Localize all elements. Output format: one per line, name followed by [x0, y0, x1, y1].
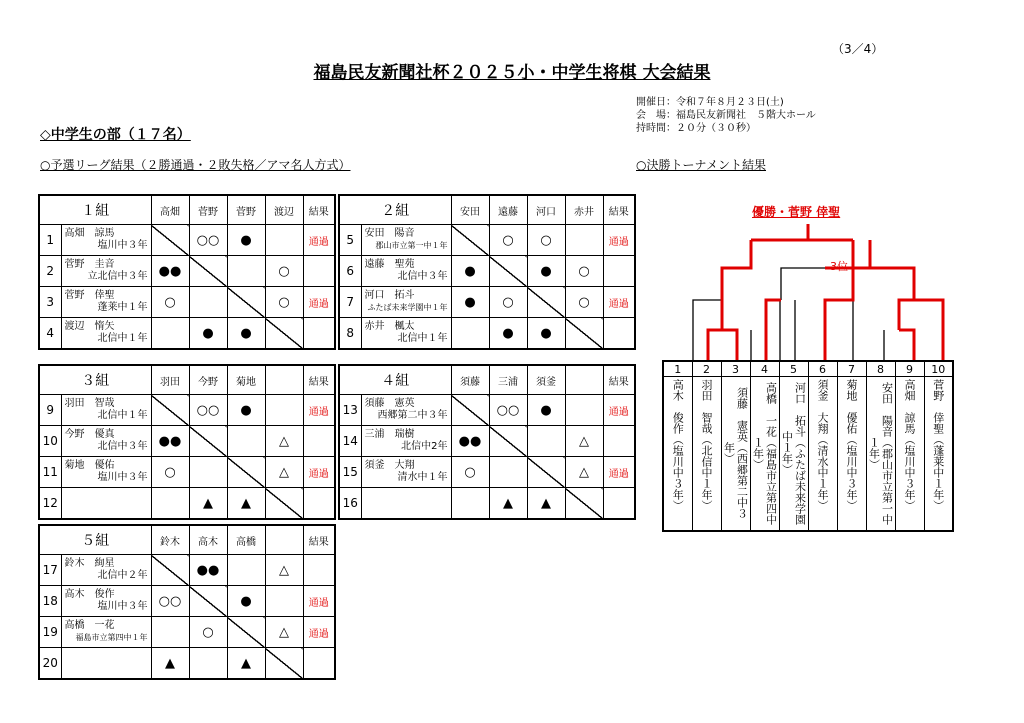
match-result: ○: [151, 457, 189, 488]
bracket-player-name: 高木 俊作（塩川中３年）: [671, 379, 685, 511]
advance-result: 通過: [303, 617, 335, 648]
match-result: ▲: [489, 488, 527, 520]
column-header: 須釜: [527, 365, 565, 395]
advance-result: 通過: [303, 395, 335, 426]
advance-result: 通過: [603, 395, 635, 426]
player-name: 渡辺 惰矢: [64, 321, 115, 332]
bracket-player: [808, 377, 837, 532]
group-name: ３組: [39, 365, 151, 395]
player-number: 15: [339, 457, 361, 488]
match-result: ○: [565, 287, 603, 318]
time-label: 持時間：: [636, 123, 676, 134]
group-name: ５組: [39, 525, 151, 555]
player-school: 北信中３年: [397, 271, 448, 282]
match-result: ○: [265, 287, 303, 318]
player-name: 須釜 大翔: [364, 460, 415, 471]
third-place-label: 3位: [830, 260, 848, 273]
column-header: 菊地: [227, 365, 265, 395]
column-header: 菅野: [227, 195, 265, 225]
player-number: 7: [339, 287, 361, 318]
player-name: 高木 俊作: [64, 589, 115, 600]
time-value: ２０分（３０秒）: [676, 123, 756, 134]
match-result: ●: [227, 395, 265, 426]
player-school: 北信中２年: [97, 570, 148, 581]
match-result: ●: [527, 256, 565, 287]
bracket-player-name: 羽田 智哉（北信中１年）: [700, 379, 713, 511]
advance-result: 通過: [303, 586, 335, 617]
match-result: ○: [189, 617, 227, 648]
match-result: ○○: [151, 586, 189, 617]
match-result: △: [265, 555, 303, 586]
bracket-slot-number: 9: [895, 361, 924, 377]
player-name: 菅野 圭音: [64, 259, 115, 270]
match-result: △: [565, 457, 603, 488]
player-name: 羽田 智哉: [64, 398, 115, 409]
column-header: 赤井: [565, 195, 603, 225]
player-number: 10: [39, 426, 61, 457]
prelim-heading: ○予選リーグ結果（２勝通過・２敗失格／アマ名人方式）: [40, 158, 351, 172]
player-name: 遠藤 聖苑: [364, 259, 415, 270]
column-header: 安田: [451, 195, 489, 225]
match-result: ○: [451, 457, 489, 488]
player-number: 19: [39, 617, 61, 648]
bracket-player: [924, 377, 953, 532]
player-name: 須藤 憲英: [364, 398, 415, 409]
player-number: 17: [39, 555, 61, 586]
advance-result: 通過: [603, 287, 635, 318]
match-result: △: [265, 426, 303, 457]
player-number: 20: [39, 648, 61, 680]
player-school: 郡山市立第一中１年: [375, 241, 448, 250]
result-header: 結果: [303, 365, 335, 395]
player-school: 塩川中３年: [97, 240, 148, 251]
group-name: ２組: [339, 195, 451, 225]
bracket-player-name: 安田 陽音（郡山市立第一中１年）: [867, 381, 894, 525]
column-header: 羽田: [151, 365, 189, 395]
player-name: 高橋 一花: [64, 620, 115, 631]
result-header: 結果: [603, 195, 635, 225]
player-school: 蓬莱中１年: [97, 302, 148, 313]
page-number: （3／4）: [832, 42, 884, 56]
player-school: 北信中３年: [97, 441, 148, 452]
bracket-slot-number: 1: [663, 361, 692, 377]
match-result: △: [265, 457, 303, 488]
match-result: ●: [227, 318, 265, 350]
group-name: ４組: [339, 365, 451, 395]
player-number: 13: [339, 395, 361, 426]
player-school: 福島市立第四中１年: [75, 633, 148, 642]
match-result: ○○: [489, 395, 527, 426]
bracket-slot-number: 2: [692, 361, 721, 377]
section-heading: ◇中学生の部（１７名）: [40, 127, 191, 143]
bracket-player: [779, 377, 808, 532]
match-result: ○: [489, 225, 527, 256]
match-result: ●●: [151, 426, 189, 457]
date-label: 開催日：: [636, 97, 676, 108]
player-number: 14: [339, 426, 361, 457]
column-header: 高橋: [227, 525, 265, 555]
bracket-player-name: 河口 拓斗（ふたば未来学園中１年）: [780, 381, 807, 525]
player-number: 9: [39, 395, 61, 426]
bracket-player-name: 菅野 倖聖（蓬莱中１年）: [931, 379, 945, 511]
group-name: １組: [39, 195, 151, 225]
bracket-player: [837, 377, 866, 532]
bracket-slot-number: 5: [779, 361, 808, 377]
bracket-player-name: 菊地 優佑（塩川中３年）: [845, 379, 858, 511]
column-header: 渡辺: [265, 195, 303, 225]
player-number: 8: [339, 318, 361, 350]
player-name: 菅野 倖聖: [64, 290, 115, 301]
match-result: ●●: [451, 426, 489, 457]
match-result: ●: [489, 318, 527, 350]
venue-value: 福島民友新聞社 ５階大ホール: [676, 110, 816, 121]
tournament-players: [662, 360, 954, 532]
match-result: ▲: [189, 488, 227, 520]
player-number: 1: [39, 225, 61, 256]
column-header: 須藤: [451, 365, 489, 395]
player-name: 安田 陽音: [364, 228, 415, 239]
bracket-slot-number: 6: [808, 361, 837, 377]
bracket-player-name: 須釜 大翔（清水中１年）: [816, 379, 829, 511]
match-result: ▲: [227, 648, 265, 680]
bracket-player-name: 高橋 一花（福島市立第四中１年）: [751, 381, 778, 525]
player-school: 塩川中３年: [97, 472, 148, 483]
player-school: 立北信中３年: [87, 271, 148, 282]
player-number: 4: [39, 318, 61, 350]
player-number: 6: [339, 256, 361, 287]
venue-label: 会 場：: [636, 110, 676, 121]
match-result: ▲: [527, 488, 565, 520]
match-result: ▲: [151, 648, 189, 680]
player-school: ふたば未来学園中１年: [367, 303, 448, 312]
advance-result: 通過: [603, 225, 635, 256]
player-name: 高畑 諒馬: [64, 228, 115, 239]
player-school: 清水中１年: [397, 472, 448, 483]
column-header: 高木: [189, 525, 227, 555]
match-result: ○: [527, 225, 565, 256]
advance-result: 通過: [603, 457, 635, 488]
player-number: 3: [39, 287, 61, 318]
advance-result: 通過: [303, 225, 335, 256]
match-result: ▲: [227, 488, 265, 520]
player-number: 2: [39, 256, 61, 287]
match-result: ●: [527, 318, 565, 350]
column-header: 菅野: [189, 195, 227, 225]
player-school: 西郷第二中３年: [377, 410, 448, 421]
player-number: 12: [39, 488, 61, 520]
match-result: ○: [151, 287, 189, 318]
player-name: 河口 拓斗: [364, 290, 415, 301]
advance-result: 通過: [303, 457, 335, 488]
match-result: ●: [189, 318, 227, 350]
match-result: ●: [227, 586, 265, 617]
match-result: ●●: [189, 555, 227, 586]
bracket-player: [750, 377, 779, 532]
match-result: ○: [489, 287, 527, 318]
column-header: 鈴木: [151, 525, 189, 555]
match-result: △: [265, 617, 303, 648]
player-number: 18: [39, 586, 61, 617]
result-header: 結果: [303, 195, 335, 225]
date-value: 令和７年８月２３日(土): [676, 97, 784, 108]
bracket-player: [663, 377, 692, 532]
bracket-player-name: 高畑 諒馬（塩川中３年）: [903, 379, 916, 511]
advance-result: 通過: [303, 287, 335, 318]
column-header: 河口: [527, 195, 565, 225]
column-header: 今野: [189, 365, 227, 395]
match-result: ●: [451, 287, 489, 318]
final-heading: ○決勝トーナメント結果: [636, 158, 766, 172]
bracket-slot-number: 7: [837, 361, 866, 377]
match-result: ●●: [151, 256, 189, 287]
match-result: ○○: [189, 395, 227, 426]
player-name: 赤井 楓太: [364, 321, 415, 332]
bracket-player: [895, 377, 924, 532]
player-name: 今野 優真: [64, 429, 115, 440]
bracket-player: [692, 377, 721, 532]
player-number: 5: [339, 225, 361, 256]
player-name: 鈴木 絢星: [64, 558, 115, 569]
player-number: 16: [339, 488, 361, 520]
champion-label: 優勝・菅野 倖聖: [752, 205, 841, 219]
column-header: 三浦: [489, 365, 527, 395]
bracket-slot-number: 10: [924, 361, 953, 377]
match-result: ○○: [189, 225, 227, 256]
bracket-slot-number: 4: [750, 361, 779, 377]
player-number: 11: [39, 457, 61, 488]
bracket-player: [866, 377, 895, 532]
bracket-player-name: 須藤 憲英（西郷第二中３年）: [722, 387, 749, 519]
player-name: 菊地 優佑: [64, 460, 115, 471]
player-school: 北信中１年: [97, 333, 148, 344]
match-result: ●: [527, 395, 565, 426]
match-result: ○: [565, 256, 603, 287]
page-title: 福島民友新聞社杯２０２５小・中学生将棋 大会結果: [313, 63, 711, 83]
bracket-player: [721, 377, 750, 532]
player-name: 三浦 瑞樹: [364, 429, 415, 440]
bracket-slot-number: 8: [866, 361, 895, 377]
match-result: ●: [227, 225, 265, 256]
column-header: 高畑: [151, 195, 189, 225]
player-school: 塩川中３年: [97, 601, 148, 612]
player-school: 北信中2年: [401, 441, 448, 452]
player-school: 北信中１年: [397, 333, 448, 344]
match-result: △: [565, 426, 603, 457]
column-header: 遠藤: [489, 195, 527, 225]
bracket-slot-number: 3: [721, 361, 750, 377]
result-header: 結果: [303, 525, 335, 555]
match-result: ●: [451, 256, 489, 287]
match-result: ○: [265, 256, 303, 287]
result-header: 結果: [603, 365, 635, 395]
player-school: 北信中１年: [97, 410, 148, 421]
